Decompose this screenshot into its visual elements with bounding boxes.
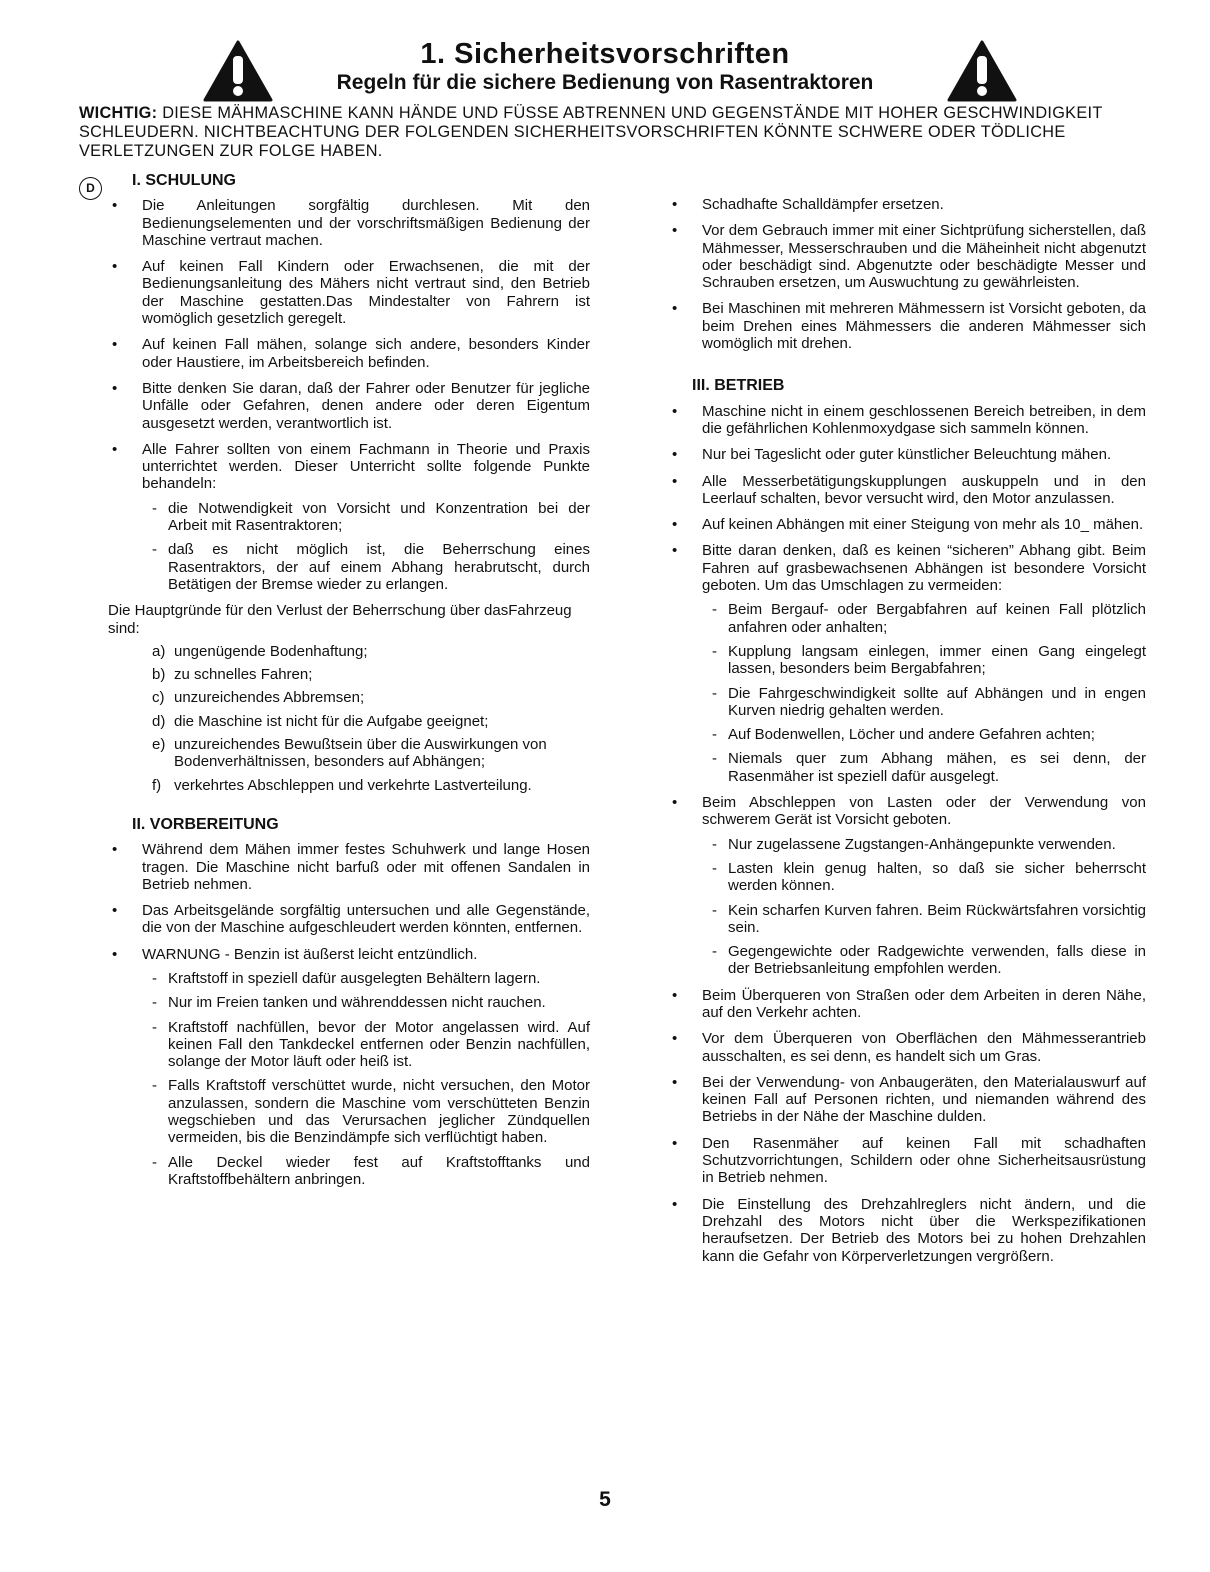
list-item-text: verkehrtes Abschleppen und verkehrte Lastverteilung. bbox=[174, 776, 532, 794]
training-list bbox=[112, 197, 590, 593]
list-item-text: Bitte daran denken, daß es keinen “sicheren” Abhang gibt. Beim Fahren auf grasbewachsenen Abhängen ist besondere Vorsicht geboten. Um das Umschlagen zu vermeiden: bbox=[702, 542, 1146, 595]
sub-list-item: - Die Fahrgeschwindigkeit sollte auf Abhängen und in engen Kurven niedrig gehalten werden. bbox=[702, 685, 1146, 720]
page-title: 1. Sicherheitsvorschriften bbox=[420, 38, 790, 70]
list-item bbox=[672, 794, 1146, 978]
list-letter: f) bbox=[152, 776, 162, 794]
page-subtitle: Regeln für die sichere Bedienung von Rasentraktoren bbox=[336, 71, 874, 94]
section-heading-preparation: II. VORBEREITUNG bbox=[132, 815, 279, 833]
list-item-text: zu schnelles Fahren; bbox=[174, 666, 313, 684]
list-item: • Auf keinen Abhängen mit einer Steigung von mehr als 10_ mähen. bbox=[672, 516, 1146, 533]
section-heading-training: I. SCHULUNG bbox=[132, 172, 236, 189]
list-item-text: Alle Fahrer sollten von einem Fachmann in Theorie und Praxis unterrichtet werden. Dieser Unterricht sollte folgende Punkte behandeln: bbox=[142, 440, 590, 493]
sub-list-item: - Alle Deckel wieder fest auf Kraftstofftanks und Kraftstoffbehältern anbringen. bbox=[142, 1154, 590, 1189]
towing-sublist bbox=[702, 836, 1146, 978]
list-letter: a) bbox=[152, 642, 166, 660]
list-item-text: unzureichendes Abbremsen; bbox=[174, 689, 365, 707]
sub-list-item: - Niemals quer zum Abhang mähen, es sei denn, der Rasenmäher ist speziell dafür ausgelegt. bbox=[702, 750, 1146, 785]
list-item: • Beim Überqueren von Straßen oder dem Arbeiten in deren Nähe, auf den Verkehr achten. bbox=[672, 987, 1146, 1022]
sub-list-item: - Kein scharfen Kurven fahren. Beim Rückwärtsfahren vorsichtig sein. bbox=[702, 902, 1146, 937]
list-item bbox=[112, 736, 590, 771]
list-letter: c) bbox=[152, 689, 165, 707]
list-item-text: WARNUNG - Benzin ist äußerst leicht entzündlich. bbox=[142, 945, 478, 963]
sub-list-item: - Nur zugelassene Zugstangen-Anhängepunkte verwenden. bbox=[702, 836, 1146, 853]
list-letter: d) bbox=[152, 712, 166, 730]
list-item: • Alle Messerbetätigungskupplungen auskuppeln und in den Leerlauf schalten, bevor versucht wird, den Motor anzulassen. bbox=[672, 473, 1146, 508]
list-letter: b) bbox=[152, 666, 166, 684]
list-item: • Die Einstellung des Drehzahlreglers nicht ändern, und die Drehzahl des Motors nicht über die Werkspezifikationen heraufsetzen. Der Betrieb des Motors bei zu hohen Drehzahlen kann die Gefahr von Körperverletzungen vergrößern. bbox=[672, 1196, 1146, 1265]
sub-list-item: - Gegengewichte oder Radgewichte verwenden, falls diese in der Betriebsanleitung empfohlen werden. bbox=[702, 943, 1146, 978]
sub-list-item: - Kupplung langsam einlegen, immer einen Gang eingelegt lassen, besonders beim Bergabfahren; bbox=[702, 643, 1146, 678]
operation-list bbox=[672, 403, 1146, 1265]
sub-list-item: - Falls Kraftstoff verschüttet wurde, nicht versuchen, den Motor anzulassen, sondern die Maschine vom verschütteten Benzin wegschieben und das Verursachen jeglicher Zündquellen vermeiden, bis die Benzindämpfe sich verflüchtigt haben. bbox=[142, 1077, 590, 1146]
list-item: • Auf keinen Fall mähen, solange sich andere, besonders Kinder oder Haustiere, im Arbeitsbereich befinden. bbox=[112, 336, 590, 371]
reasons-list bbox=[112, 643, 590, 794]
list-item: • Bei Maschinen mit mehreren Mähmessern ist Vorsicht geboten, da beim Drehen eines Mähmessers die anderen Mähmesser sich womöglich mit drehen. bbox=[672, 300, 1146, 352]
list-item bbox=[112, 666, 590, 683]
list-item-text: die Maschine ist nicht für die Aufgabe geeignet; bbox=[174, 712, 489, 730]
list-item bbox=[112, 643, 590, 660]
sub-list-item: - daß es nicht möglich ist, die Beherrschung eines Rasentraktors, der auf einem Abhang herabrutscht, durch Betätigen der Bremse wieder zu erlangen. bbox=[142, 541, 590, 593]
sub-list-item: - Nur im Freien tanken und währenddessen nicht rauchen. bbox=[142, 994, 590, 1011]
list-item: • Bitte denken Sie daran, daß der Fahrer oder Benutzer für jegliche Unfälle oder Gefahren, denen andere oder deren Eigentum ausgesetzt werden, verantwortlich ist. bbox=[112, 380, 590, 432]
sub-list-item: - die Notwendigkeit von Vorsicht und Konzentration bei der Arbeit mit Rasentraktoren; bbox=[142, 500, 590, 535]
reasons-intro: Die Hauptgründe für den Verlust der Beherrschung über dasFahrzeug sind: bbox=[108, 602, 572, 637]
list-item: • Den Rasenmäher auf keinen Fall mit schadhaften Schutzvorrichtungen, Schildern oder ohne Sicherheitsausrüstung in Betrieb nehmen. bbox=[672, 1135, 1146, 1187]
list-item: • Bei der Verwendung- von Anbaugeräten, den Materialauswurf auf keinen Fall auf Personen richten, und niemanden während des Betriebs in der Nähe der Maschine dulden. bbox=[672, 1074, 1146, 1126]
list-item bbox=[112, 777, 590, 794]
preparation-list-continued bbox=[672, 196, 1146, 352]
list-item: • Maschine nicht in einem geschlossenen Bereich betreiben, in dem die gefährlichen Kohlenmoxydgase sich sammeln können. bbox=[672, 403, 1146, 438]
list-item-text: unzureichendes Bewußtsein über die Auswirkungen von Bodenverhältnissen, besonders auf Abhängen; bbox=[174, 736, 547, 771]
right-column bbox=[672, 196, 1146, 1274]
list-item: • Das Arbeitsgelände sorgfältig untersuchen und alle Gegenstände, die von der Maschine aufgeschleudert werden könnten, entfernen. bbox=[112, 902, 590, 937]
training-sublist bbox=[142, 500, 590, 593]
list-item bbox=[672, 542, 1146, 785]
left-column bbox=[108, 172, 590, 1197]
list-item: • Schadhafte Schalldämpfer ersetzen. bbox=[672, 196, 1146, 213]
slope-sublist bbox=[702, 601, 1146, 785]
sub-list-item: - Kraftstoff nachfüllen, bevor der Motor angelassen wird. Auf keinen Fall den Tankdeckel entfernen oder Benzin nachfüllen, solange der Motor läuft oder heiß ist. bbox=[142, 1019, 590, 1071]
list-item: • Nur bei Tageslicht oder guter künstlicher Beleuchtung mähen. bbox=[672, 446, 1146, 463]
list-item: • Auf keinen Fall Kindern oder Erwachsenen, die mit der Bedienungsanleitung des Mähers nicht vertraut sind, den Betrieb der Maschine gestatten.Das Mindestalter von Fahrern ist womöglich gesetzlich geregelt. bbox=[112, 258, 590, 327]
list-item: • Vor dem Gebrauch immer mit einer Sichtprüfung sicherstellen, daß Mähmesser, Messerschrauben und die Mäheinheit nicht abgenutzt oder beschädigt sind. Abgenutzte oder beschädigte Messer und Schrauben ersetzen, um Auswuchtung zu gewährleisten. bbox=[672, 222, 1146, 291]
important-label: WICHTIG: bbox=[79, 104, 158, 122]
language-badge: D bbox=[79, 177, 102, 200]
preparation-list bbox=[112, 841, 590, 1188]
list-item bbox=[112, 946, 590, 1189]
list-item-text: ungenügende Bodenhaftung; bbox=[174, 642, 368, 660]
list-item: • Vor dem Überqueren von Oberflächen den Mähmesserantrieb ausschalten, es sei denn, es handelt sich um Gras. bbox=[672, 1030, 1146, 1065]
list-letter: e) bbox=[152, 736, 166, 754]
list-item bbox=[112, 441, 590, 593]
fuel-warning-sublist bbox=[142, 970, 590, 1188]
sub-list-item: - Lasten klein genug halten, so daß sie sicher beherrscht werden können. bbox=[702, 860, 1146, 895]
important-text: DIESE MÄHMASCHINE KANN HÄNDE UND FÜSSE ABTRENNEN UND GEGENSTÄNDE MIT HOHER GESCHWINDIGKEIT SCHLEUDERN. NICHTBEACHTUNG DER FOLGENDEN SICHERHEITSVORSCHRIFTEN KÖNNTE SCHWERE ODER TÖDLICHE VERLETZUNGEN ZUR FOLGE HABEN. bbox=[79, 104, 1103, 160]
list-item: • Während dem Mähen immer festes Schuhwerk und lange Hosen tragen. Die Maschine nicht barfuß oder mit offenen Sandalen in Betrieb nehmen. bbox=[112, 841, 590, 893]
list-item bbox=[112, 713, 590, 730]
list-item-text: Beim Abschleppen von Lasten oder der Verwendung von schwerem Gerät ist Vorsicht geboten. bbox=[702, 794, 1146, 829]
sub-list-item: - Kraftstoff in speziell dafür ausgelegten Behältern lagern. bbox=[142, 970, 590, 987]
section-heading-operation: III. BETRIEB bbox=[692, 377, 785, 395]
list-item: • Die Anleitungen sorgfältig durchlesen. Mit den Bedienungselementen und der vorschriftsmäßigen Bedienung der Maschine vertraut machen. bbox=[112, 197, 590, 249]
list-item bbox=[112, 689, 590, 706]
page-number: 5 bbox=[599, 1488, 611, 1511]
sub-list-item: - Auf Bodenwellen, Löcher und andere Gefahren achten; bbox=[702, 726, 1146, 743]
sub-list-item: - Beim Bergauf- oder Bergabfahren auf keinen Fall plötzlich anfahren oder anhalten; bbox=[702, 601, 1146, 636]
important-notice bbox=[79, 104, 1147, 161]
